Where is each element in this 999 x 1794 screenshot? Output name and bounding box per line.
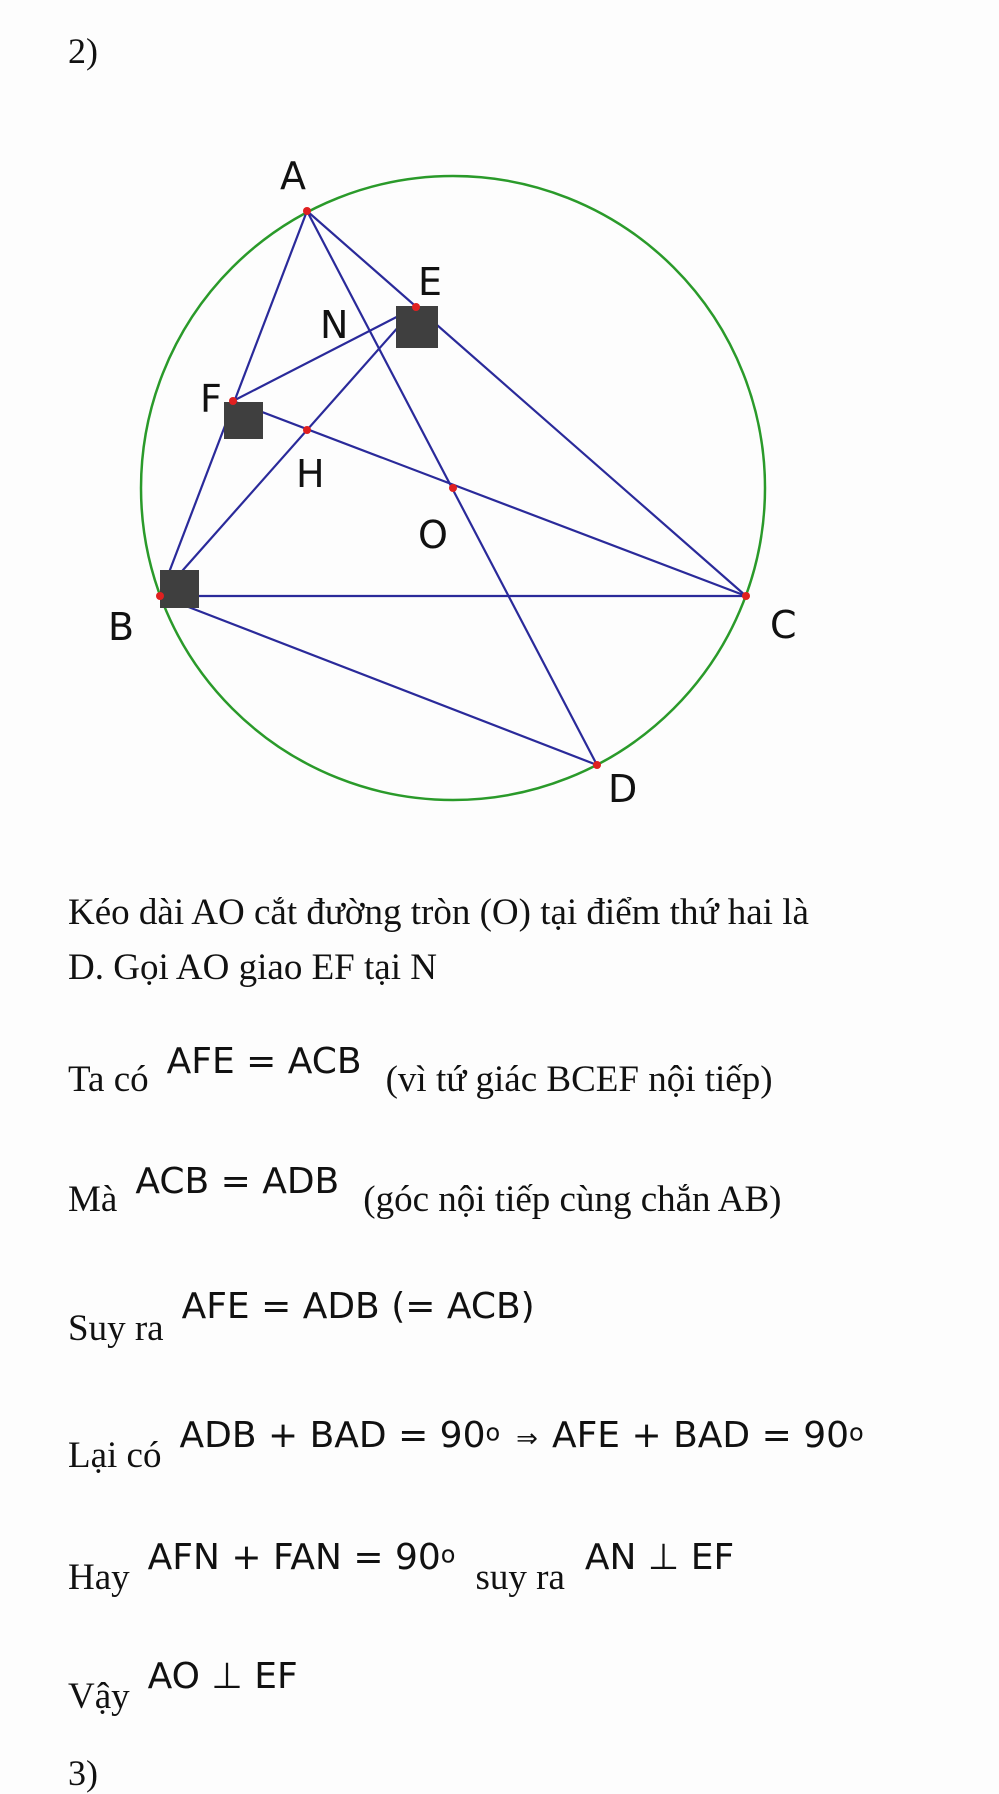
step-math-2: AFE + BAD = 90 [551,1415,850,1456]
step-prefix: Ta có [68,1059,149,1100]
step-math: AFE = ADB (= ACB) [181,1286,535,1327]
point-e [412,303,420,311]
geometry-figure [0,130,999,810]
right-angle-marker-b [160,570,199,608]
label-c: C [770,603,797,647]
point-d [593,761,601,769]
step-math: AO ⊥ EF [147,1656,298,1697]
next-part-label: 3) [68,1753,98,1793]
step-ma [68,1160,782,1220]
degree-sign: o [440,1540,456,1569]
point-o [449,484,457,492]
segment-bd [160,596,597,765]
segment-ac [307,211,746,596]
right-angle-marker-f [224,402,263,439]
label-d: D [608,767,638,810]
label-f: F [200,377,222,421]
right-angle-marker-e [396,306,438,348]
label-b: B [108,605,135,649]
degree-sign: o [849,1418,864,1447]
paragraph-extend-ao [68,885,809,995]
label-h: H [296,452,325,496]
point-h [303,426,311,434]
step-note: (vì tứ giác BCEF nội tiếp) [385,1059,773,1100]
paragraph-line-1: Kéo dài AO cắt đường tròn (O) tại điểm thứ hai là [68,892,809,933]
step-math-2: AN ⊥ EF [584,1537,735,1578]
step-vay [68,1655,298,1717]
step-math: ACB = ADB [135,1161,340,1202]
step-math-1: ADB + BAD = 90 [179,1415,486,1456]
degree-sign: o [485,1418,501,1447]
point-c [742,592,750,600]
step-math: AFE = ACB [166,1041,362,1082]
step-prefix: Hay [68,1557,130,1598]
step-suy-ra [68,1285,535,1349]
paragraph-line-2: D. Gọi AO giao EF tại N [68,947,437,988]
step-ta-co [68,1040,773,1100]
label-a: A [280,154,306,198]
label-e: E [418,260,443,304]
point-a [303,207,311,215]
step-note: (góc nội tiếp cùng chắn AB) [363,1179,782,1220]
segment-be [160,307,416,596]
label-o: O [418,513,448,557]
point-b [156,592,164,600]
point-f [229,397,237,405]
step-prefix: Suy ra [68,1308,164,1349]
part-label: 2) [68,31,98,71]
implies-arrow: ⇒ [516,1424,538,1454]
step-prefix: Mà [68,1179,118,1220]
step-prefix: Vậy [68,1676,130,1717]
step-hay [68,1536,735,1598]
label-n: N [320,303,349,347]
step-math-1: AFN + FAN = 90 [147,1537,441,1578]
step-middle: suy ra [475,1557,565,1598]
step-prefix: Lại có [68,1435,162,1476]
step-lai-co [68,1414,864,1476]
